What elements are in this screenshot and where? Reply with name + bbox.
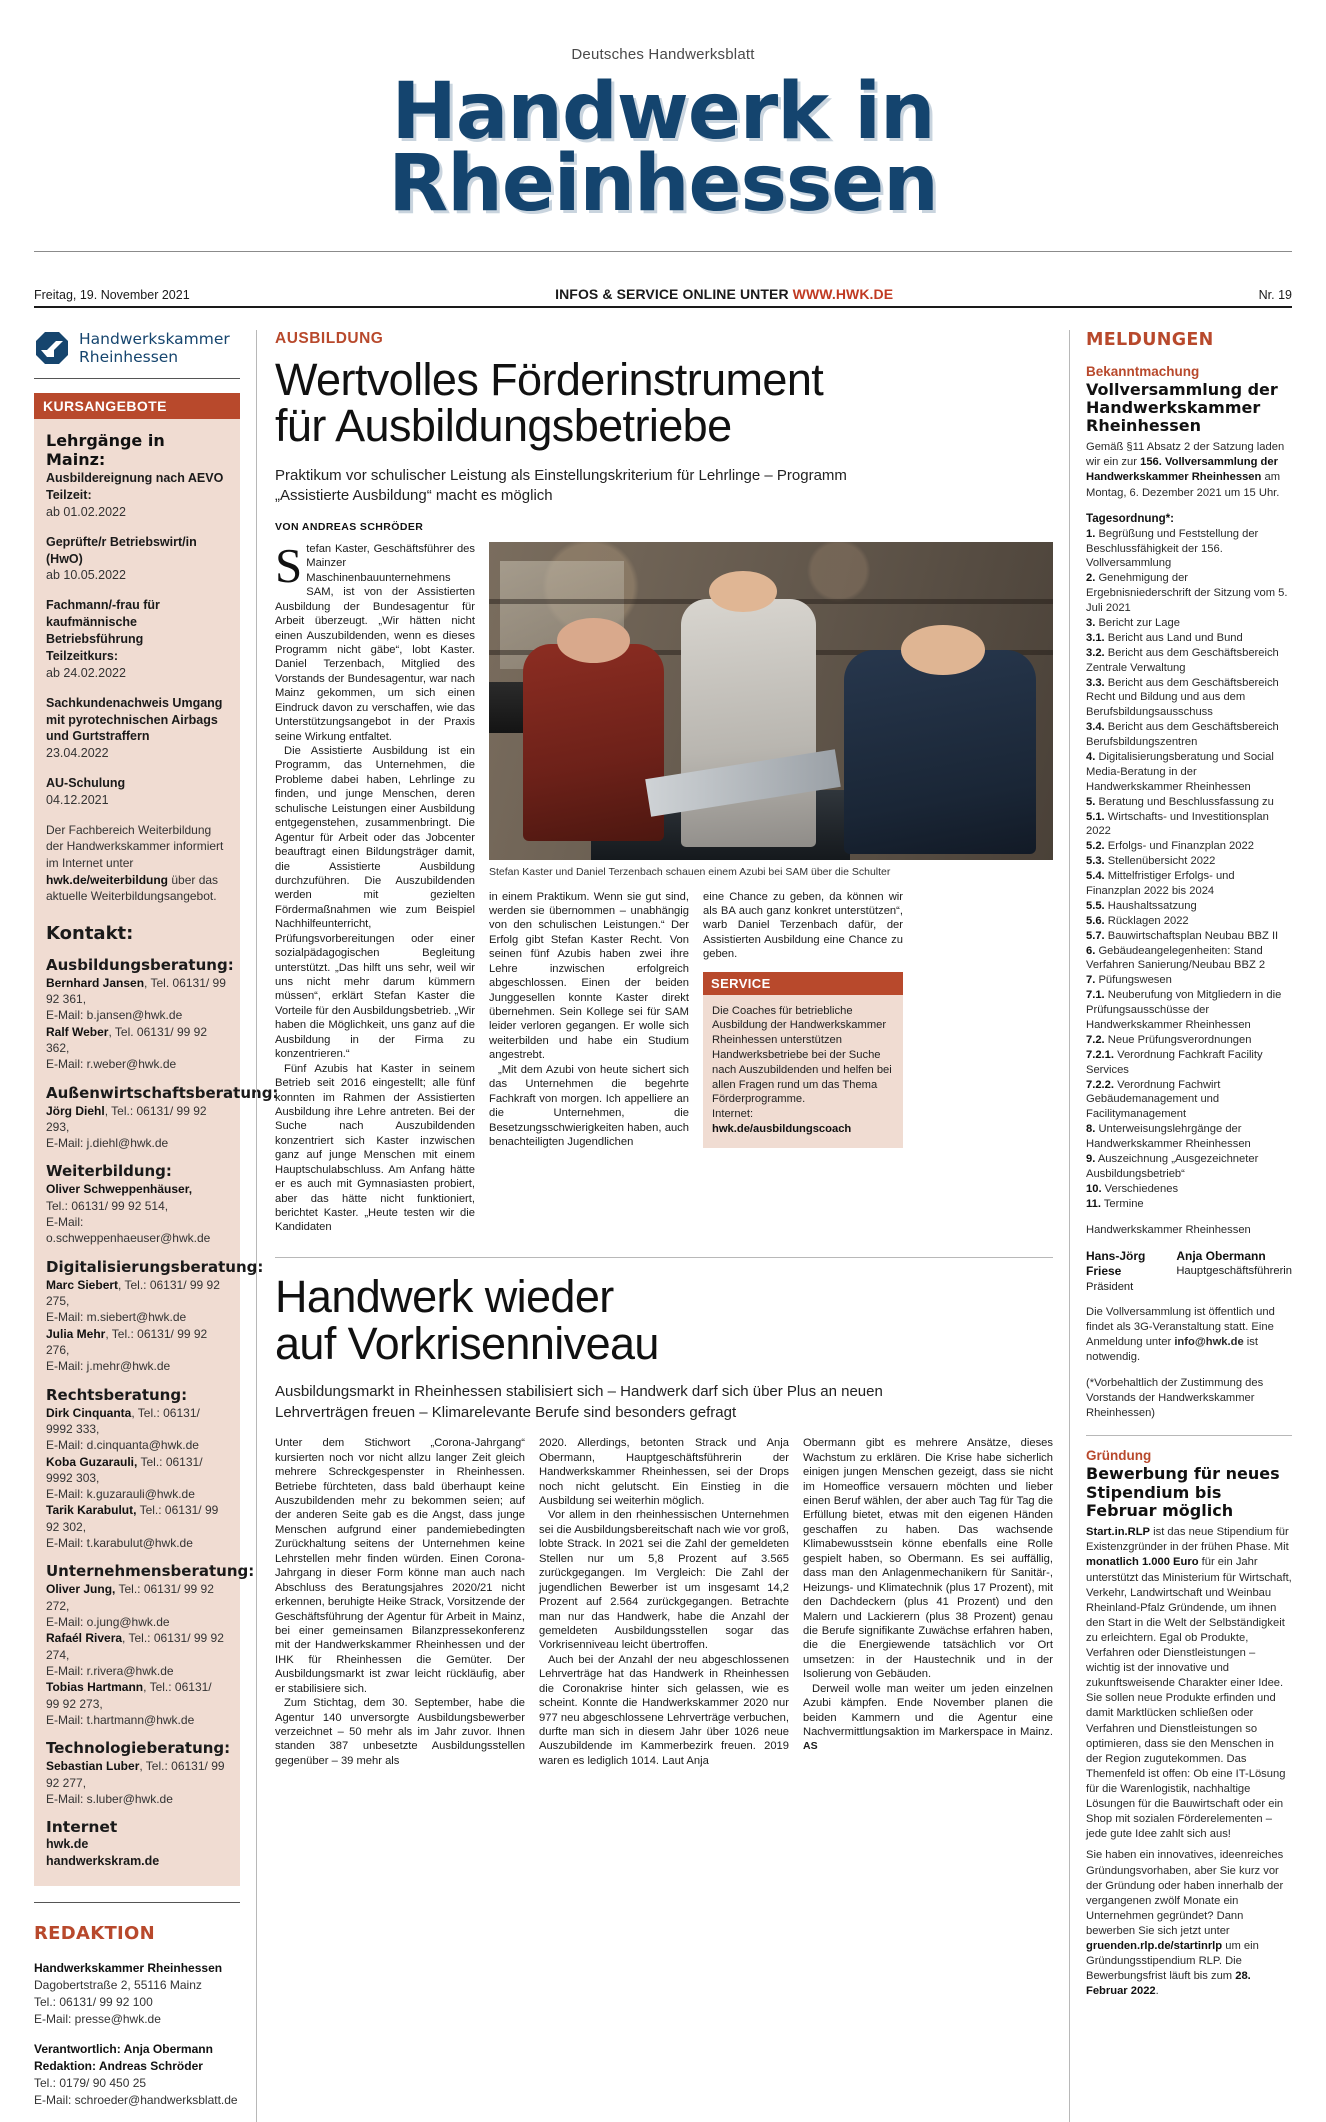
- article1-body: [275, 537, 1053, 1235]
- agenda-number: 7.2.: [1086, 1033, 1105, 1046]
- article2-headline-line2: auf Vorkrisenniveau: [275, 1317, 659, 1369]
- g-p2-b: um ein Gründungsstipendium RLP. Die Bewerbungsfrist läuft bis zum: [1086, 1940, 1259, 1983]
- internet-link-1[interactable]: hwk.de: [46, 1837, 89, 1852]
- agenda-text: Verordnung Fachwirt Gebäudemanagement und Facilitymanagement: [1086, 1078, 1221, 1121]
- article1-headline: [275, 353, 1053, 452]
- service-internet-link[interactable]: hwk.de/ausbildungscoach: [712, 1122, 852, 1135]
- course-item: [46, 695, 228, 763]
- internet-link-2[interactable]: handwerkskram.de: [46, 1853, 160, 1868]
- internet-heading: Internet: [46, 1818, 118, 1837]
- course-mode: Teilzeitkurs:: [46, 648, 119, 663]
- stipend-amount: monatlich 1.000 Euro: [1086, 1556, 1199, 1569]
- agenda-text: Verschiedenes: [1104, 1182, 1179, 1195]
- issue-number: Nr. 19: [1258, 287, 1292, 302]
- course-date: ab 10.05.2022: [46, 568, 126, 583]
- agenda-text: Wirtschafts- und Investitionsplan 2022: [1086, 810, 1269, 838]
- agenda-text: Genehmigung der Ergebnisniederschrift der Sitzung vom 5. Juli 2021: [1086, 572, 1288, 615]
- article1-rubric: AUSBILDUNG: [275, 329, 384, 347]
- agenda-item: [1086, 944, 1292, 974]
- course-date: 04.12.2021: [46, 793, 109, 808]
- agenda-number: 7.2.2.: [1086, 1078, 1114, 1091]
- intro-post: am Montag, 6. Dezember 2021 um 15 Uhr.: [1086, 471, 1281, 499]
- agenda-number: 10.: [1086, 1182, 1102, 1195]
- agenda-number: 3.3.: [1086, 676, 1105, 689]
- advisory-group: [46, 1739, 231, 1807]
- courses-heading: Lehrgänge in Mainz:: [46, 431, 165, 470]
- course-name: Geprüfte/r Betriebswirt/in (HwO): [46, 534, 197, 566]
- agenda-text: Verordnung Fachkraft Facility Services: [1086, 1048, 1263, 1076]
- signer-1-name: Hans-Jörg Friese: [1086, 1248, 1146, 1279]
- deadline-date: 28. Februar 2022: [1086, 1970, 1251, 1998]
- agenda-number: 5.6.: [1086, 914, 1105, 927]
- intro-pre: Gemäß §11 Absatz 2 der Satzung laden wir ein zur: [1086, 441, 1285, 469]
- agenda-text: Mittelfristiger Erfolgs- und Finanzplan 2022 bis 2024: [1086, 870, 1235, 898]
- advisory-title: Technologieberatung:: [46, 1739, 231, 1758]
- agenda-text: Haushaltssatzung: [1107, 899, 1197, 912]
- responsible-person: Verantwortlich: Anja Obermann: [34, 2041, 213, 2056]
- redaktion-divider: [34, 1902, 240, 1903]
- article1-para-1: [275, 537, 475, 744]
- agenda-text: Bericht aus dem Geschäftsbereich Recht und Bildung und aus dem Berufsbildungsausschuss: [1086, 676, 1279, 719]
- agenda-number: 4.: [1086, 751, 1096, 763]
- right-sidebar: [1086, 330, 1292, 2122]
- meldungen-note: [1086, 1305, 1292, 1365]
- article1-para-5: „Mit dem Azubi von heute sichert sich das Unternehmen die begehrte Fachkraft von morgen. Ich appelliere an die Unternehmen, die Besetzungsschwierigkeiten haben, auch benachteiligten Jugendlichen: [489, 1063, 689, 1148]
- agenda-number: 7.1.: [1086, 989, 1105, 1002]
- article1-para-2: Die Assistierte Ausbildung ist ein Programm, das Unternehmen, die Probleme dabei haben, Lehrlinge zu finden, und junge Menschen, deren schulische Leistungen einer Ausbildung entgegenstehen, zusammenbringt. Die Agentur für Arbeit oder das Jobcenter beauftragt einen Bildungsträger damit, die Assistierte Ausbildung durchzuführen. Die Auszubildenden werden mit gezielten Fördermaßnahmen wie zum Beispiel Nachhilfeunterricht, Prüfungsvorbereitungen oder einer sozialpädagogischen Begleitung unterstützt. „Das hilft uns sehr, weil wir uns nicht mehr darum kümmern müssen“, erklärt Stefan Kaster die Vorteile für den Ausbildungsbetrieb. „Wir haben die Möglichkeit, uns ganz auf die Ausbildung in der Firma zu konzentrieren.“: [275, 745, 475, 1061]
- article2-headline: [275, 1270, 1053, 1369]
- agenda-number: 5.5.: [1086, 899, 1105, 912]
- agenda-item: [1086, 1048, 1292, 1078]
- article1-para-3: Fünf Azubis hat Kaster in seinem Betrieb seit 2016 eingestellt; alle fünf konnten im Rahmen der Assistierten Ausbildung ihre Lehre antreten. Bei der Suche nach Auszubildenden konzentriert sich Kaster inzwischen ganz auf junge Menschen mit einem Hauptschulabschluss. Am Anfang hätte er es auch mit Gymnasiasten probiert, aber das hätte nicht funktioniert, berichtet Kaster. „Heute testen wir die Kandidaten: [275, 1062, 475, 1234]
- gruendung-para-1: [1086, 1525, 1292, 1842]
- agenda-text: Erfolgs- und Finanzplan 2022: [1107, 840, 1254, 853]
- redaktion-header: REDAKTION: [34, 1922, 156, 1944]
- agenda-item: [1086, 899, 1292, 914]
- note-post: über das aktuelle Weiterbildungsangebot.: [46, 872, 219, 904]
- advisory-title: Unternehmensberatung:: [46, 1562, 255, 1581]
- agenda-number: 7.2.1.: [1086, 1048, 1114, 1061]
- agenda-item: [1086, 973, 1292, 988]
- redaktion-org: Handwerkskammer Rheinhessen: [34, 1960, 223, 1975]
- course-name: Sachkundenachweis Umgang mit pyrotechnischen Airbags und Gurtstraffern: [46, 695, 223, 744]
- agenda-item: [1086, 1182, 1292, 1197]
- agenda-item: [1086, 810, 1292, 840]
- article2-column-3: [803, 1436, 1053, 1768]
- agenda-text: Termine: [1103, 1197, 1144, 1210]
- agenda-text: Auszeichnung „Ausgezeichneter Ausbildungsbetrieb“: [1086, 1153, 1259, 1180]
- weiterbildung-link[interactable]: hwk.de/weiterbildung: [46, 872, 169, 887]
- agenda-number: 1.: [1086, 527, 1096, 540]
- course-name: Ausbildereignung nach AEVO: [46, 471, 224, 486]
- agenda-item: [1086, 1152, 1292, 1182]
- agenda-number: 6.: [1086, 944, 1096, 957]
- advisory-group: [46, 1386, 228, 1552]
- agenda-text: Rücklagen 2022: [1107, 914, 1189, 927]
- masthead-eyebrow: Deutsches Handwerksblatt: [571, 46, 755, 63]
- editor-person: Redaktion: Andreas Schröder: [34, 2058, 203, 2073]
- article2-para-7: [803, 1682, 1053, 1754]
- signer-2: [1176, 1249, 1292, 1295]
- article2-subhead: [275, 1382, 1053, 1423]
- course-item: [46, 775, 228, 809]
- agenda-list: [1086, 527, 1292, 1212]
- advisory-contacts: Oliver Schweppenhäuser, Tel.: 06131/ 99 92 514, E-Mail: o.schweppenhaeuser@hwk.de: [46, 1182, 211, 1246]
- advisory-title: Ausbildungsberatung:: [46, 955, 234, 974]
- issue-date: Freitag, 19. November 2021: [34, 287, 190, 302]
- advisory-list: [46, 955, 279, 1808]
- meldungen-header: MELDUNGEN: [1086, 329, 1214, 350]
- agenda-item: [1086, 839, 1292, 854]
- agenda-number: 3.1.: [1086, 631, 1105, 644]
- left-sidebar: [34, 329, 279, 2122]
- agenda-text: Digitalisierungsberatung und Social Media-Beratung in der Handwerkskammer Rheinhessen: [1086, 751, 1274, 793]
- dropcap: S: [275, 537, 303, 593]
- agenda-text: Bauwirtschaftsplan Neubau BBZ II: [1107, 929, 1279, 942]
- article1-byline: VON ANDREAS SCHRÖDER: [275, 520, 424, 533]
- agenda-number: 11.: [1086, 1197, 1101, 1210]
- hwk-logo-text: [79, 330, 230, 367]
- kursangebote-panel: [34, 419, 279, 1886]
- article2-subhead-line2: Lehrverträgen freuen – Klimarelevante Berufe sind besonders gefragt: [275, 1403, 737, 1421]
- agenda-item: [1086, 1197, 1292, 1212]
- article2-headline-line1: Handwerk wieder: [275, 1270, 614, 1322]
- editor-mail[interactable]: E-Mail: schroeder@handwerksblatt.de: [34, 2092, 238, 2107]
- g-p1-b: für ein Jahr unterstützt das Ministerium für Wirtschaft, Verkehr, Landwirtschaft und Weinbau Rheinland-Pfalz Gründende, um ihnen den Start in die Welt der Selbständigkeit zu erleichtern. Egal ob Produkte, Verfahren oder Dienstleistungen – wichtig ist der innovative und zukunftsweisende Charakter einer Idee. Sie sollen neue Produkte erfinden und damit Marktlücken schließen oder Verfahren und Dienstleistungen so optimieren, dass sie den Menschen in der Region zugutekommen. Das Themenfeld ist offen: Ob eine IT-Lösung für die Warenlogistik, nachhaltige Lösungen für die Bauwirtschaft oder ein Shop mit sozialen Förderelementen – jede gute Idee zahlt sich aus!: [1086, 1556, 1292, 1841]
- redaktion-tel: Tel.: 06131/ 99 92 100: [34, 1994, 153, 2009]
- masthead-title-line1: Handwerk in: [391, 67, 935, 157]
- agenda-number: 5.2.: [1086, 840, 1105, 853]
- article2-para-7-text: Derweil wolle man weiter um jeden einzelnen Azubi kämpfen. Ende November planen die beiden Kammern und die Agentur eine Nachvermittlungsaktion im Markerspace in Mainz.: [803, 1682, 1053, 1738]
- agenda-item: [1086, 929, 1292, 944]
- advisory-contacts: Jörg Diehl, Tel.: 06131/ 99 92 293, E-Mail: j.diehl@hwk.de: [46, 1103, 207, 1151]
- hwk-octagon-icon: [34, 330, 70, 366]
- spacer-1: [1086, 1212, 1292, 1223]
- agenda-number: 5.7.: [1086, 929, 1105, 942]
- agenda-text: Bericht aus dem Geschäftsbereich Zentrale Verwaltung: [1086, 646, 1279, 674]
- agenda-number: 9.: [1086, 1153, 1096, 1166]
- article2-columns: [275, 1436, 1053, 1768]
- gruendung-kicker: Gründung: [1086, 1448, 1152, 1464]
- course-item: [46, 470, 228, 521]
- online-service-label: INFOS & SERVICE ONLINE UNTER: [555, 285, 793, 302]
- advisory-contacts: Marc Siebert, Tel.: 06131/ 99 92 275, E-Mail: m.siebert@hwk.de Julia Mehr, Tel.: 06131/ 99 92 276, E-Mail: j.mehr@hwk.de: [46, 1277, 220, 1374]
- article2-para-5: Auch bei der Anzahl der neu abgeschlossenen Lehrverträge hat das Handwerk in Rheinhessen die Coronakrise hinter sich gelassen, wie es scheint. Konnte die Handwerkskammer 2020 nur 977 neu abgeschlossene Lehrverträge verbuchen, durfte man sich in diesem Jahr über 1026 neue Auszubildende im Kammerbezirk freuen. 2019 waren es lediglich 1014. Laut Anja: [539, 1653, 789, 1767]
- masthead-title-line2: Rheinhessen: [388, 138, 938, 229]
- article1-subhead-line1: Praktikum vor schulischer Leistung als Einstellungskriterium für Lehrlinge – Programm: [275, 467, 847, 485]
- info-mail-link[interactable]: info@hwk.de: [1174, 1336, 1244, 1349]
- advisory-group: [46, 1083, 279, 1152]
- course-date: 23.04.2022: [46, 746, 109, 761]
- note-pre: Der Fachbereich Weiterbildung der Handwerkskammer informiert im Internet unter: [46, 822, 224, 871]
- advisory-title: Rechtsberatung:: [46, 1385, 188, 1404]
- service-box-header: SERVICE: [703, 972, 903, 995]
- agenda-item: [1086, 750, 1292, 795]
- agenda-item: [1086, 795, 1292, 810]
- agenda-text: Bericht aus dem Geschäftsbereich Berufsbildungszentren: [1086, 721, 1279, 749]
- startinrlp-bold: Start.in.RLP: [1086, 1526, 1151, 1539]
- agenda-text: Neuberufung von Mitgliedern in die Prüfungsausschüsse der Handwerkskammer Rheinhessen: [1086, 989, 1282, 1032]
- masthead-rule-bottom: [34, 306, 1292, 308]
- masthead-title: [34, 67, 1292, 229]
- advisory-contacts: Bernhard Jansen, Tel. 06131/ 99 92 361, E-Mail: b.jansen@hwk.de Ralf Weber, Tel. 06131/ 99 92 362, E-Mail: r.weber@hwk.de: [46, 975, 226, 1072]
- main-content: [256, 330, 1070, 2122]
- agenda-number: 3.4.: [1086, 721, 1105, 734]
- agenda-item: [1086, 988, 1292, 1033]
- article1-subhead-line2: „Assistierte Ausbildung“ macht es möglich: [275, 487, 553, 505]
- redaktion-org-block: [34, 1960, 240, 2028]
- course-item: [46, 534, 228, 585]
- agenda-number: 2.: [1086, 572, 1096, 585]
- article1-headline-line1: Wertvolles Förderinstrument: [275, 353, 824, 405]
- article1-photo: [489, 542, 1053, 860]
- agenda-item: [1086, 646, 1292, 676]
- redaktion-resp-block: [34, 2041, 240, 2109]
- photo-person-left-head: [557, 618, 630, 663]
- g-p2-c: .: [1155, 1985, 1159, 1998]
- agenda-text: Unterweisungslehrgänge der Handwerkskammer Rheinhessen: [1086, 1123, 1251, 1151]
- kontakt-heading: Kontakt:: [46, 922, 134, 944]
- article1-para-1-text: tefan Kaster, Geschäftsführer des Mainzer Maschinenbauunternehmens SAM, ist von der Assistierten Ausbildung der Bundesagentur für Arbeit überzeugt. „Wir hätten nicht einen Auszubildenden, wenn es dieses Programm nicht gäbe“, lobt Kaster. Daniel Terzenbach, Mitglied des Vorstands der Bundesagentur, war nach Mainz gekommen, um sich einen Eindruck davon zu verschaffen, wie das Unterstützungsangebot in der Praxis seine Wirkung entfaltet.: [275, 542, 475, 743]
- agenda-item: [1086, 1078, 1292, 1123]
- meldungen-footnote: (*Vorbehaltlich der Zustimmung des Vorstands der Handwerkskammer Rheinhessen): [1086, 1377, 1264, 1420]
- editor-tel: Tel.: 0179/ 90 450 25: [34, 2075, 147, 2090]
- agenda-item: [1086, 571, 1292, 616]
- course-mode: Teilzeit:: [46, 487, 92, 502]
- agenda-text: Püfungswesen: [1098, 974, 1172, 987]
- vollversammlung-title: Vollversammlung der Handwerkskammer Rheinhessen: [1086, 379, 1278, 435]
- article2-signature: AS: [803, 1740, 818, 1753]
- advisory-group: [46, 1562, 255, 1728]
- article1-photo-caption: Stefan Kaster und Daniel Terzenbach schauen einem Azubi bei SAM über die Schulter: [489, 865, 891, 878]
- article1-column-2: [489, 890, 689, 1150]
- agenda-text: Bericht aus Land und Bund: [1107, 631, 1243, 644]
- signer-2-role: Hauptgeschäftsführerin: [1176, 1265, 1292, 1278]
- agenda-item: [1086, 1033, 1292, 1048]
- hwk-logo-line1: Handwerkskammer: [79, 329, 230, 348]
- advisory-group: [46, 1257, 264, 1375]
- bekanntmachung-kicker: Bekanntmachung: [1086, 363, 1200, 379]
- photo-person-center-head: [709, 571, 777, 612]
- signer-2-name: Anja Obermann: [1176, 1248, 1266, 1263]
- agenda-number: 5.: [1086, 795, 1096, 808]
- article2-para-1: Unter dem Stichwort „Corona-Jahrgang“ kursierten noch vor nicht allzu langer Zeit gleich mehrere Schreckgespenster in Rheinhessen. Betriebe fürchteten, dass bald überhaupt keine Auszubildenden mehr zu bekommen seien; auf der anderen Seite gab es die Angst, dass junge Menschen aufgrund einer pandemiebedingten Zurückhaltung seitens der Unternehmen keine Lehrstellen mehr finden würden. Einen Corona-Jahrgang in dieser Form könne man auch nach Abschluss des Beratungsjahres 2020/21 nicht erkennen, beruhigte Heike Strack, Vorsitzende der Geschäftsführung der Agentur für Arbeit in Mainz, bei einer gemeinsamen Bilanzpressekonferenz mit der Handwerkskammer Rheinhessen und der IHK für Rheinhessen die Gemüter. Der Ausbildungsmarkt ist zwar leicht rückläufig, aber er stabilisiere sich.: [275, 1437, 525, 1695]
- photo-person-center: [681, 599, 816, 847]
- article1-right-block: [489, 542, 1053, 1235]
- article2-para-6: Obermann gibt es mehrere Ansätze, dieses Wachstum zu erklären. Die Krise habe sicherlich einigen jungen Menschen gezeigt, dass sie nicht im Homeoffice versauern möchten und lieber einen Beruf wählen, der aber auch Tag für Tag die Erfüllung bietet, etwas mit den eigenen Händen geschaffen zu haben. Das wachsende Klimabewusstsein könne ebenfalls eine Rolle gespielt haben, so Obermann. Es sei auffällig, dass man den Anlagenmechanikern für Sanitär-, Heizungs- und Klimatechnik (plus 17 Prozent), mit den Dachdeckern (plus 41 Prozent) und den Malern und Lackierern (plus 38 Prozent) genau die Berufe signifikante Zuwächse erfahren haben, die die Energiewende tatsächlich vor Ort umsetzen: in der Haustechnik und in der Isolierung von Gebäuden.: [803, 1437, 1053, 1681]
- intro-bold: 156. Vollversammlung der Handwerkskammer Rheinhessen: [1086, 456, 1278, 484]
- g-p1-a: ist das neue Stipendium für Existenzgründer in der frühen Phase. Mit: [1086, 1526, 1289, 1554]
- advisory-group: [46, 1162, 228, 1246]
- article1-column-1: [275, 537, 475, 1235]
- kursangebote-header: KURSANGEBOTE: [34, 393, 240, 419]
- signers: [1086, 1249, 1292, 1295]
- agenda-text: Neue Prüfungsverordnungen: [1107, 1033, 1252, 1046]
- masthead-rule-top: [34, 251, 1292, 252]
- newspaper-page: [0, 46, 1326, 2107]
- g-p2-a: Sie haben ein innovatives, ideenreiches Gründungsvorhaben, aber Sie kurz vor der Gründung oder haben innerhalb der vergangenen zwölf Monate ein Unternehmen gegründet? Dann bewerben Sie sich jetzt unter: [1086, 1849, 1284, 1938]
- article1-subhead: [275, 466, 1053, 507]
- service-internet-label: Internet:: [712, 1108, 754, 1121]
- agenda-number: 5.3.: [1086, 855, 1105, 868]
- photo-person-right-head: [901, 625, 986, 676]
- article2-para-2: Zum Stichtag, dem 30. September, habe die Agentur 140 unversorgte Ausbildungsbewerber verzeichnet – 50 mehr als im Jahr zuvor. Ihnen standen 387 unbesetzte Ausbildungsstellen gegenüber – 39 mehr als: [275, 1697, 525, 1767]
- advisory-title: Außenwirtschaftsberatung:: [46, 1083, 279, 1102]
- agenda-item: [1086, 1122, 1292, 1152]
- article2-subhead-line1: Ausbildungsmarkt in Rheinhessen stabilisiert sich – Handwerk darf sich über Plus an neuen: [275, 1383, 883, 1401]
- agenda-item: [1086, 676, 1292, 721]
- agenda-item: [1086, 631, 1292, 646]
- article2-column-1: [275, 1436, 525, 1768]
- masthead-info-bar: [34, 286, 1292, 306]
- agenda-text: Gebäudeangelegenheiten: Stand Verfahren Sanierung/Neubau BBZ 2: [1086, 944, 1266, 972]
- agenda-text: Beratung und Beschlussfassung zu: [1098, 795, 1274, 808]
- agenda-item: [1086, 914, 1292, 929]
- agenda-number: 7.: [1086, 974, 1096, 987]
- hwk-logo: [34, 330, 240, 367]
- note-post-text: ist notwendig.: [1086, 1336, 1258, 1364]
- signer-1-role: Präsident: [1086, 1280, 1134, 1293]
- agenda-number: 5.1.: [1086, 810, 1105, 823]
- agenda-item: [1086, 720, 1292, 750]
- service-box: [703, 972, 903, 1148]
- article2-para-3: 2020. Allerdings, betonten Strack und Anja Obermann, Hauptgeschäftsführerin der Handwerkskammer Rheinhessen, sei der Drops noch nicht gelutscht. Ein Einstieg in die Ausbildung sei weiterhin möglich.: [539, 1437, 789, 1507]
- online-service-line: [555, 286, 893, 302]
- sidebar-divider: [34, 378, 240, 379]
- agenda-item: [1086, 616, 1292, 631]
- redaktion-address: Dagobertstraße 2, 55116 Mainz: [34, 1977, 202, 1992]
- advisory-contacts: Dirk Cinquanta, Tel.: 06131/ 9992 333, E-Mail: d.cinquanta@hwk.de Koba Guzarauli, Tel.: 06131/ 9992 303, E-Mail: k.guzarauli@hwk.de Tarik Karabulut, Tel.: 06131/ 99 92 302, E-Mail: t.karabulut@hwk.de: [46, 1405, 219, 1551]
- course-item: [46, 597, 228, 681]
- article1-headline-line2: für Ausbildungsbetriebe: [275, 400, 732, 452]
- meldungen-org: Handwerkskammer Rheinhessen: [1086, 1223, 1251, 1236]
- agenda-item: [1086, 527, 1292, 572]
- vollversammlung-intro: [1086, 440, 1292, 500]
- service-box-body: [703, 995, 903, 1148]
- advisory-contacts: Oliver Jung, Tel.: 06131/ 99 92 272, E-Mail: o.jung@hwk.de Rafaél Rivera, Tel.: 06131/ 99 92 274, E-Mail: r.rivera@hwk.de Tobias Hartmann, Tel.: 06131/ 99 92 273, E-Mail: t.hartmann@hwk.de: [46, 1582, 224, 1727]
- photo-person-right: [844, 650, 1036, 854]
- gruenden-link[interactable]: gruenden.rlp.de/startinrlp: [1086, 1940, 1223, 1953]
- advisory-contacts: Sebastian Luber, Tel.: 06131/ 99 92 277, E-Mail: s.luber@hwk.de: [46, 1759, 225, 1806]
- hwk-url-link[interactable]: WWW.HWK.DE: [792, 285, 894, 302]
- agenda-number: 3.: [1086, 616, 1096, 629]
- signer-1: [1086, 1249, 1166, 1295]
- article1-lower-columns: [489, 890, 1053, 1150]
- article1-column-3-text: [703, 890, 903, 962]
- agenda-number: 3.2.: [1086, 646, 1105, 659]
- agenda-text: Bericht zur Lage: [1098, 616, 1180, 629]
- courses-list: [46, 470, 228, 809]
- gruendung-para-2: [1086, 1848, 1292, 1999]
- agenda-item: [1086, 869, 1292, 899]
- course-name: Fachmann/-frau für kaufmännische Betriebsführung: [46, 598, 160, 647]
- advisory-group: [46, 955, 234, 1073]
- agenda-text: Begrüßung und Feststellung der Beschlussfähigkeit der 156. Vollversammlung: [1086, 527, 1259, 570]
- agenda-item: [1086, 854, 1292, 869]
- agenda-number: 5.4.: [1086, 870, 1105, 883]
- agenda-number: 8.: [1086, 1123, 1096, 1136]
- article2-column-2: [539, 1436, 789, 1768]
- page-columns: [34, 330, 1292, 2122]
- photo-person-left: [523, 644, 664, 841]
- note-pre-text: Die Vollversammlung ist öffentlich und findet als 3G-Veranstaltung statt. Eine Anmeldung unter: [1086, 1306, 1275, 1349]
- article1-para-6: eine Chance zu geben, da können wir als BA auch ganz konkret unterstützen“, warb Daniel Terzenbach dafür, der Assistierten Ausbildung eine Chance zu geben.: [703, 890, 903, 961]
- article2-para-4: Vor allem in den rheinhessischen Unternehmen sei die Ausbildungsbereitschaft nach wie vor groß, lobte Strack. In 2021 sei die Zahl der gemeldeten Stellen nur um 5,8 Prozent auf 3.565 zurückgegangen. Im Vergleich: Die Zahl der jugendlichen Bewerber ist um insgesamt 14,2 Prozent auf 2.564 zurückgegangen. Betrachte man nur das Handwerk, habe die Anzahl der gemeldeten Ausbildungsstellen sogar das Vorkrisenniveau leicht übertroffen.: [539, 1509, 789, 1652]
- masthead: [34, 46, 1292, 229]
- gruendung-divider: [1086, 1435, 1292, 1436]
- gruendung-title: Bewerbung für neues Stipendium bis Februar möglich: [1086, 1464, 1280, 1520]
- course-name: AU-Schulung: [46, 776, 126, 791]
- agenda-heading: Tagesordnung*:: [1086, 511, 1175, 525]
- course-date: ab 01.02.2022: [46, 504, 126, 519]
- agenda-text: Stellenübersicht 2022: [1107, 855, 1216, 868]
- course-date: ab 24.02.2022: [46, 665, 126, 680]
- weiterbildung-note: [46, 822, 228, 905]
- article2: [275, 1257, 1053, 1768]
- redaktion-mail[interactable]: E-Mail: presse@hwk.de: [34, 2011, 161, 2026]
- advisory-title: Digitalisierungsberatung:: [46, 1257, 264, 1276]
- hwk-logo-line2: Rheinhessen: [79, 347, 179, 366]
- article1-column-3: [703, 890, 903, 1150]
- article1-para-4: in einem Praktikum. Wenn sie gut sind, werden sie übernommen – unabhängig von den schulischen Leistungen.“ Der Erfolg gibt Stefan Kaster Recht. Von seinen fünf Azubis haben zwei ihre Lehre inzwischen erfolgreich abgeschlossen. Einen der beiden Junggesellen konnte Kaster direkt übernehmen. Sein Kollege sei für SAM leider verloren gegangen. Er wolle sich weiterbilden und habe ein Studium angestrebt.: [489, 890, 689, 1062]
- advisory-title: Weiterbildung:: [46, 1162, 172, 1181]
- service-text: Die Coaches für betriebliche Ausbildung der Handwerkskammer Rheinhessen unterstützen Handwerksbetriebe bei der Suche nach Auszubildenden und helfen bei allen Fragen rund um das Thema Förderprogramme.: [712, 1004, 892, 1106]
